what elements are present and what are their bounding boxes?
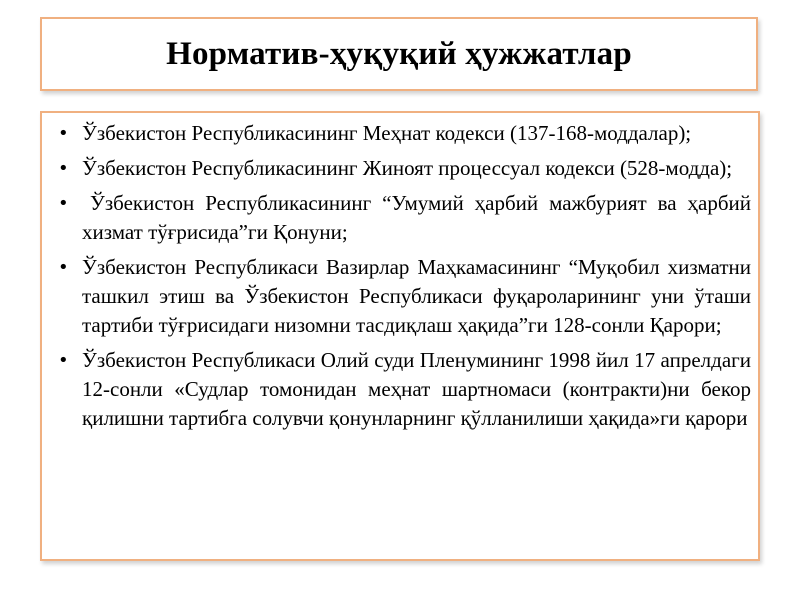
list-item: [56, 253, 751, 340]
list-item-text: Ўзбекистон Республикаси Олий суди Пленумининг 1998 йил 17 апрелдаги 12-сонли «Судлар томонидан меҳнат шартномаси (контракти)ни бекор қилишни тартибга солувчи қонунларнинг қўлланилиши ҳақида»ги қарори: [82, 348, 751, 430]
content-box: [40, 111, 760, 561]
bullet-icon: •: [58, 193, 69, 214]
list-item-text: Ўзбекистон Республикасининг Жиноят процессуал кодекси (528-модда);: [82, 156, 733, 180]
list-item: [56, 189, 751, 247]
list-item-text: Ўзбекистон Республикаси Вазирлар Маҳкамасининг “Муқобил хизматни ташкил этиш ва Ўзбекистон Республикаси фуқароларининг уни ўташи тартиби тўғрисидаги низомни тасдиқлаш ҳақида”ги 128-сонли Қарори;: [82, 255, 751, 337]
list-item: [56, 119, 751, 148]
slide-title: Норматив-ҳуқуқий ҳужжатлар: [166, 35, 632, 72]
bullet-list: [56, 119, 751, 433]
bullet-icon: •: [58, 158, 69, 179]
bullet-icon: •: [58, 257, 69, 278]
title-box: [40, 17, 758, 91]
list-item-text: Ўзбекистон Республикасининг “Умумий ҳарбий мажбурият ва ҳарбий хизмат тўғрисида”ги Қонуни;: [82, 191, 751, 244]
bullet-icon: •: [58, 350, 69, 371]
list-item-text: Ўзбекистон Республикасининг Меҳнат кодекси (137-168-моддалар);: [82, 121, 692, 145]
list-item: [56, 346, 751, 433]
list-item: [56, 154, 751, 183]
bullet-icon: •: [58, 123, 69, 144]
